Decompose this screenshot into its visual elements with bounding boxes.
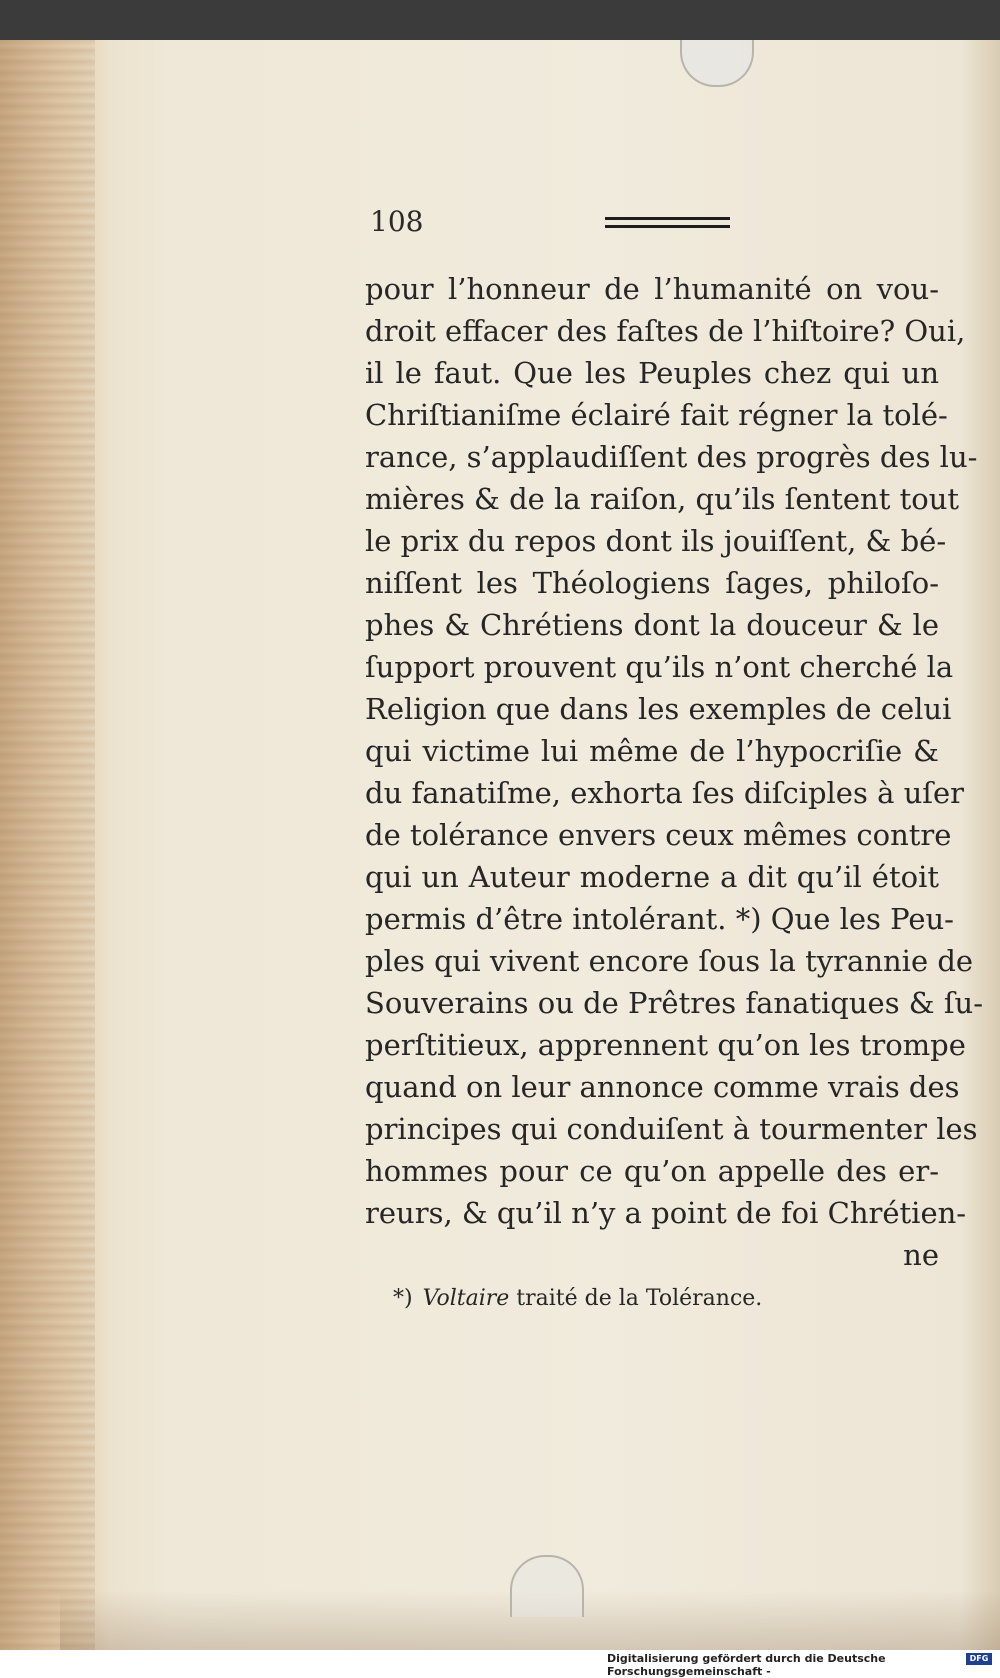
page-edges [0, 40, 95, 1650]
text-line: qui un Auteur moderne a dit qu’il étoit [365, 860, 939, 894]
catchword: ne [903, 1238, 939, 1272]
footnote-marker: *) [393, 1286, 413, 1311]
clip-bottom-icon [510, 1555, 584, 1617]
footnote-text: traité de la Tolérance. [516, 1286, 763, 1311]
footnote-author: Voltaire [422, 1286, 510, 1311]
text-line: reurs, & qu’il n’y a point de foi Chrétien- [365, 1196, 967, 1230]
attribution-text: Digitalisierung gefördert durch die Deutsche Forschungsgemeinschaft - [607, 1652, 886, 1678]
text-line: permis d’être intolérant. *) Que les Peu- [365, 902, 954, 936]
text-line: Chriſtianiſme éclairé fait régner la tolé- [365, 398, 948, 432]
body-text [365, 268, 984, 1276]
text-line: perſtitieux, apprennent qu’on les trompe [365, 1028, 966, 1062]
text-line: niſſent les Théologiens ſages, philoſo- [365, 566, 939, 600]
text-line: droit effacer des faſtes de l’hiſtoire? Oui, [365, 314, 966, 348]
text-line: de tolérance envers ceux mêmes contre [365, 818, 952, 852]
text-line: pour l’honneur de l’humanité on vou- [365, 272, 939, 306]
text-line: le prix du repos dont ils jouiſſent, & bé- [365, 524, 947, 558]
text-line: qui victime lui même de l’hypocriſie & [365, 734, 939, 768]
text-line: du fanatiſme, exhorta ſes diſciples à uſer [365, 776, 965, 810]
text-line: Religion que dans les exemples de celui [365, 692, 952, 726]
text-line: il le faut. Que les Peuples chez qui un [365, 356, 939, 390]
text-line: rance, s’applaudiſſent des progrès des lu- [365, 440, 978, 474]
text-line: ſupport prouvent qu’ils n’ont cherché la [365, 650, 954, 684]
text-line: Souverains ou de Prêtres fanatiques & ſu- [365, 986, 984, 1020]
text-line: phes & Chrétiens dont la douceur & le [365, 608, 939, 642]
text-line: principes qui conduiſent à tourmenter les [365, 1112, 978, 1146]
text-line: ples qui vivent encore ſous la tyrannie de [365, 944, 974, 978]
text-line: quand on leur annonce comme vrais des [365, 1070, 960, 1104]
dfg-logo: DFG [966, 1653, 992, 1665]
header-ornament [605, 217, 730, 228]
footnote [393, 1286, 762, 1311]
page-number: 108 [370, 205, 424, 238]
text-line: mières & de la raiſon, qu’ils ſentent tout [365, 482, 960, 516]
text-line: hommes pour ce qu’on appelle des er- [365, 1154, 939, 1188]
